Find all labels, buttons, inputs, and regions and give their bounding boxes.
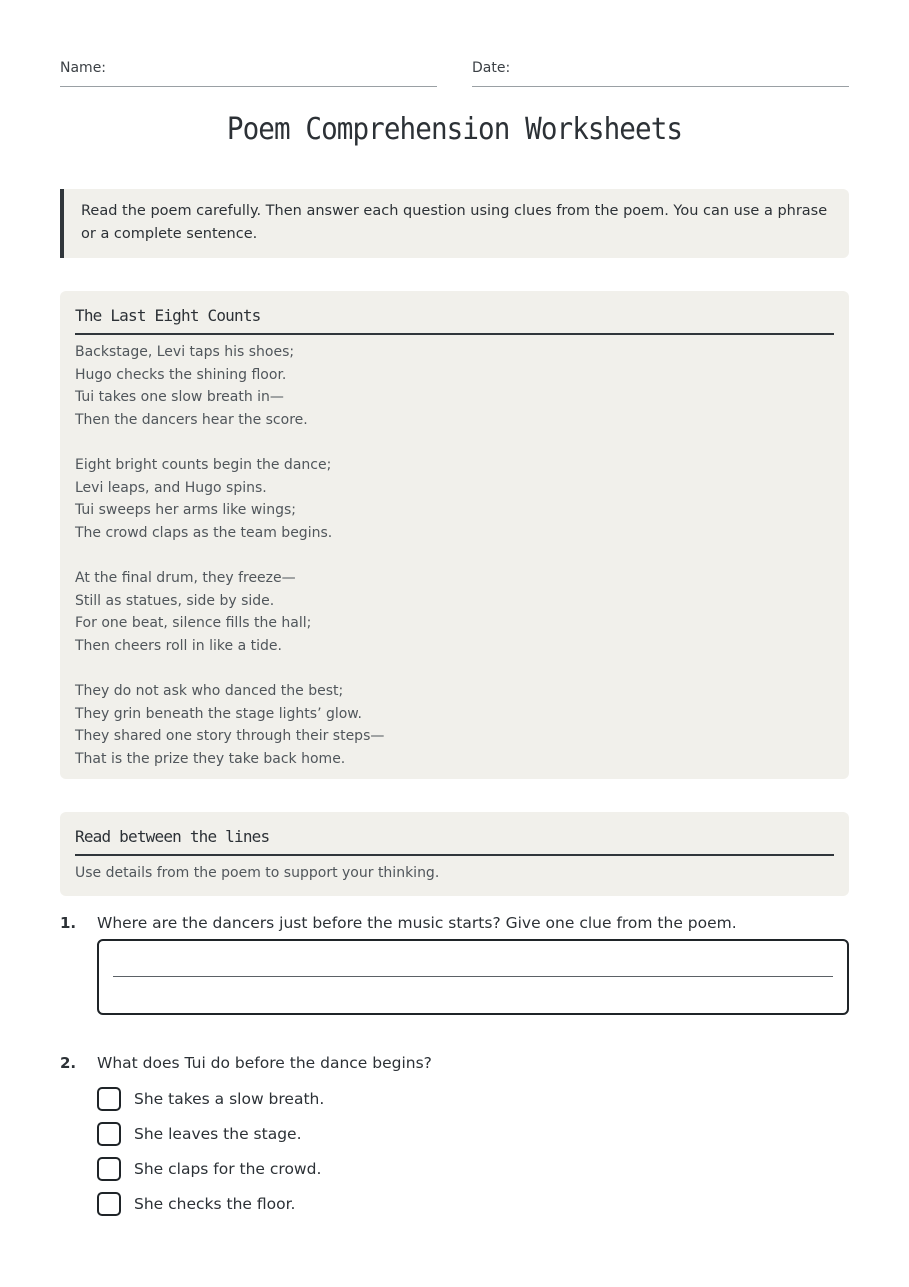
question-text: What does Tui do before the dance begins? xyxy=(97,1054,432,1072)
date-label: Date: xyxy=(472,60,511,76)
option-checkbox[interactable] xyxy=(97,1192,121,1216)
poem-line: Still as statues, side by side. xyxy=(75,592,275,609)
poem-panel xyxy=(60,291,849,779)
worksheet-title: Poem Comprehension Worksheets xyxy=(226,112,683,147)
poem-line: Levi leaps, and Hugo spins. xyxy=(75,479,267,496)
answer-options xyxy=(97,1081,324,1221)
section-subtext: Use details from the poem to support your thinking. xyxy=(75,865,440,881)
poem-line: Hugo checks the shining floor. xyxy=(75,366,287,383)
option-checkbox[interactable] xyxy=(97,1087,121,1111)
poem-line: Eight bright counts begin the dance; xyxy=(75,457,332,473)
poem-line: Tui sweeps her arms like wings; xyxy=(75,502,296,518)
instructions-callout: Read the poem carefully. Then answer each question using clues from the poem. You can use a phrase or a complete sentence. xyxy=(60,189,849,258)
poem-line: Then the dancers hear the score. xyxy=(75,411,308,428)
answer-option[interactable] xyxy=(97,1081,324,1116)
poem-line: For one beat, silence fills the hall; xyxy=(75,615,312,631)
poem-title: The Last Eight Counts xyxy=(75,305,834,335)
option-checkbox[interactable] xyxy=(97,1122,121,1146)
poem-line: The crowd claps as the team begins. xyxy=(75,524,333,541)
question-number: 1. xyxy=(60,914,77,932)
option-label: She takes a slow breath. xyxy=(134,1089,325,1108)
poem-line: They do not ask who danced the best; xyxy=(75,683,344,699)
poem-line: That is the prize they take back home. xyxy=(75,750,346,767)
option-label: She leaves the stage. xyxy=(134,1124,302,1143)
poem-stanza xyxy=(75,341,834,431)
section-panel xyxy=(60,812,849,896)
section-heading: Read between the lines xyxy=(75,826,834,856)
poem-line: At the final drum, they freeze— xyxy=(75,570,296,586)
poem-stanza xyxy=(75,567,834,657)
poem-stanza xyxy=(75,454,834,544)
answer-line xyxy=(113,976,833,977)
answer-option[interactable] xyxy=(97,1116,324,1151)
option-checkbox[interactable] xyxy=(97,1157,121,1181)
name-label: Name: xyxy=(60,60,107,76)
question-text: Where are the dancers just before the music starts? Give one clue from the poem. xyxy=(97,914,737,932)
question-number: 2. xyxy=(60,1054,77,1072)
date-field[interactable] xyxy=(472,60,849,87)
poem-line: They shared one story through their steps— xyxy=(75,728,385,744)
poem-line: Then cheers roll in like a tide. xyxy=(75,637,282,654)
option-label: She checks the floor. xyxy=(134,1194,296,1213)
option-label: She claps for the crowd. xyxy=(134,1159,322,1178)
poem-line: Backstage, Levi taps his shoes; xyxy=(75,344,295,360)
poem-line: Tui takes one slow breath in— xyxy=(75,389,284,405)
poem-line: They grin beneath the stage lights’ glow. xyxy=(75,705,362,722)
answer-option[interactable] xyxy=(97,1186,324,1221)
answer-box[interactable] xyxy=(97,939,849,1015)
student-info-row xyxy=(60,60,849,87)
answer-option[interactable] xyxy=(97,1151,324,1186)
name-field[interactable] xyxy=(60,60,437,87)
poem-stanza xyxy=(75,680,834,770)
